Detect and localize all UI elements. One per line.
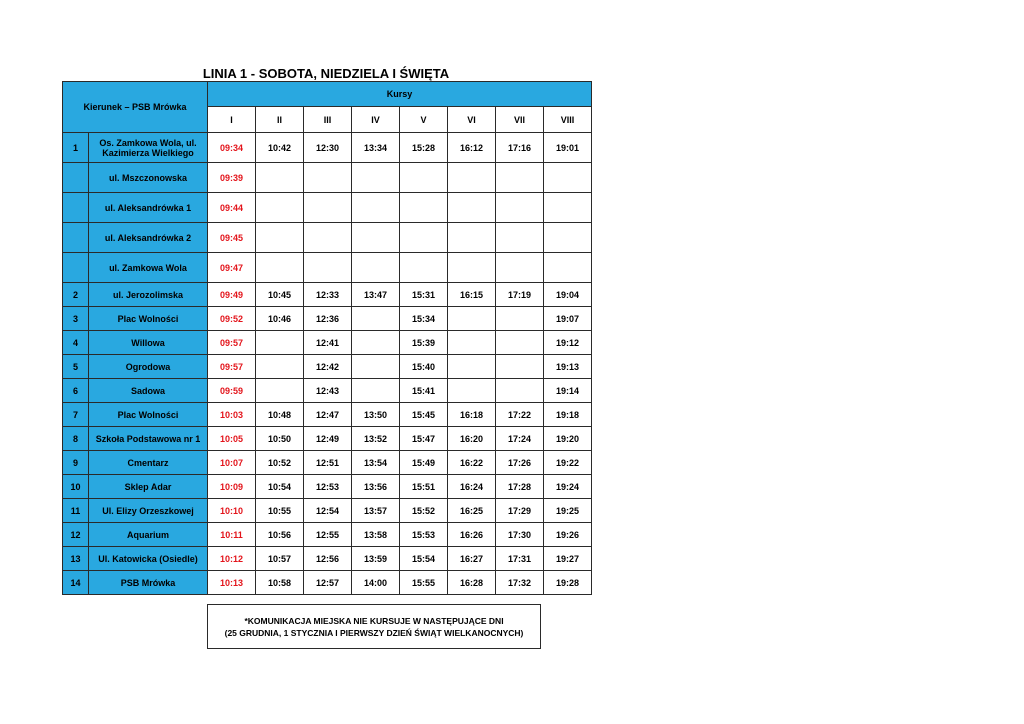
stop-name: Willowa (89, 331, 208, 355)
departure-time: 10:57 (256, 547, 304, 571)
departure-time: 12:57 (304, 571, 352, 595)
departure-time (256, 379, 304, 403)
departure-time (256, 355, 304, 379)
departure-time: 17:24 (496, 427, 544, 451)
stop-name: Aquarium (89, 523, 208, 547)
departure-time: 16:20 (448, 427, 496, 451)
departure-time (496, 253, 544, 283)
departure-time: 17:22 (496, 403, 544, 427)
departure-time (496, 331, 544, 355)
departure-time: 10:52 (256, 451, 304, 475)
departure-time-first: 09:44 (208, 193, 256, 223)
table-row (63, 307, 592, 331)
departure-time (352, 193, 400, 223)
departure-time: 15:51 (400, 475, 448, 499)
departure-time (304, 163, 352, 193)
stop-number: 14 (63, 571, 89, 595)
stop-number: 12 (63, 523, 89, 547)
stop-name: Sklep Adar (89, 475, 208, 499)
departure-time (448, 379, 496, 403)
departure-time: 13:58 (352, 523, 400, 547)
departure-time-first: 10:10 (208, 499, 256, 523)
departure-time: 10:48 (256, 403, 304, 427)
departure-time: 19:01 (544, 133, 592, 163)
departure-time: 15:41 (400, 379, 448, 403)
departure-time (496, 355, 544, 379)
table-row (63, 523, 592, 547)
departure-time: 12:47 (304, 403, 352, 427)
departure-time (496, 193, 544, 223)
stop-number (63, 193, 89, 223)
course-header-3: III (304, 107, 352, 133)
departure-time (352, 307, 400, 331)
stop-name: Os. Zamkowa Wola, ul. Kazimierza Wielkiego (89, 133, 208, 163)
departure-time: 12:36 (304, 307, 352, 331)
service-note-line-2: (25 GRUDNIA, 1 STYCZNIA I PIERWSZY DZIEŃ ŚWIĄT WIELKANOCNYCH) (224, 628, 524, 638)
departure-time (448, 253, 496, 283)
table-row (63, 283, 592, 307)
course-header-7: VII (496, 107, 544, 133)
departure-time: 17:28 (496, 475, 544, 499)
departure-time-first: 10:12 (208, 547, 256, 571)
departure-time: 12:56 (304, 547, 352, 571)
stop-number: 7 (63, 403, 89, 427)
departure-time (544, 193, 592, 223)
table-row (63, 571, 592, 595)
table-row (63, 253, 592, 283)
departure-time (496, 307, 544, 331)
departure-time (352, 223, 400, 253)
course-header-1: I (208, 107, 256, 133)
stop-number: 11 (63, 499, 89, 523)
course-header-2: II (256, 107, 304, 133)
departure-time-first: 10:07 (208, 451, 256, 475)
departure-time: 15:39 (400, 331, 448, 355)
departure-time: 16:27 (448, 547, 496, 571)
departure-time (256, 223, 304, 253)
departure-time: 16:24 (448, 475, 496, 499)
departure-time: 13:59 (352, 547, 400, 571)
departure-time: 19:12 (544, 331, 592, 355)
table-row (63, 427, 592, 451)
departure-time: 13:54 (352, 451, 400, 475)
departure-time (400, 193, 448, 223)
stop-number (63, 223, 89, 253)
table-row (63, 403, 592, 427)
departure-time (256, 331, 304, 355)
departure-time-first: 09:49 (208, 283, 256, 307)
table-row (63, 475, 592, 499)
stop-name: ul. Jerozolimska (89, 283, 208, 307)
departure-time: 12:53 (304, 475, 352, 499)
departure-time (256, 163, 304, 193)
departure-time (304, 223, 352, 253)
course-header-5: V (400, 107, 448, 133)
departure-time-first: 09:57 (208, 355, 256, 379)
stop-name: ul. Zamkowa Wola (89, 253, 208, 283)
departure-time: 16:22 (448, 451, 496, 475)
departure-time: 15:49 (400, 451, 448, 475)
departure-time: 12:33 (304, 283, 352, 307)
departure-time: 19:14 (544, 379, 592, 403)
stop-name: Sadowa (89, 379, 208, 403)
stop-name: Plac Wolności (89, 403, 208, 427)
departure-time: 13:52 (352, 427, 400, 451)
kursy-header: Kursy (208, 82, 592, 107)
stop-name: ul. Mszczonowska (89, 163, 208, 193)
departure-time (544, 163, 592, 193)
departure-time (496, 223, 544, 253)
stop-name: Szkoła Podstawowa nr 1 (89, 427, 208, 451)
stop-number: 2 (63, 283, 89, 307)
departure-time-first: 09:45 (208, 223, 256, 253)
departure-time: 15:52 (400, 499, 448, 523)
departure-time: 10:56 (256, 523, 304, 547)
table-row (63, 547, 592, 571)
stop-name: ul. Aleksandrówka 1 (89, 193, 208, 223)
departure-time (352, 163, 400, 193)
departure-time (352, 253, 400, 283)
table-row (63, 379, 592, 403)
header-row (63, 82, 592, 107)
departure-time: 19:25 (544, 499, 592, 523)
stop-number: 4 (63, 331, 89, 355)
departure-time: 19:22 (544, 451, 592, 475)
departure-time: 19:13 (544, 355, 592, 379)
departure-time: 17:19 (496, 283, 544, 307)
departure-time: 17:32 (496, 571, 544, 595)
departure-time: 15:28 (400, 133, 448, 163)
departure-time (448, 355, 496, 379)
departure-time (448, 163, 496, 193)
departure-time: 16:25 (448, 499, 496, 523)
departure-time: 16:18 (448, 403, 496, 427)
table-row (63, 133, 592, 163)
departure-time: 19:24 (544, 475, 592, 499)
service-note-line-1: *KOMUNIKACJA MIEJSKA NIE KURSUJE W NASTĘPUJĄCE DNI (244, 616, 504, 626)
departure-time-first: 10:09 (208, 475, 256, 499)
departure-time-first: 09:34 (208, 133, 256, 163)
departure-time: 16:26 (448, 523, 496, 547)
departure-time: 19:07 (544, 307, 592, 331)
table-row (63, 223, 592, 253)
departure-time: 19:18 (544, 403, 592, 427)
departure-time (352, 379, 400, 403)
stop-name: Plac Wolności (89, 307, 208, 331)
departure-time: 13:57 (352, 499, 400, 523)
table-row (63, 451, 592, 475)
departure-time (448, 307, 496, 331)
departure-time (544, 223, 592, 253)
table-row (63, 331, 592, 355)
departure-time: 12:55 (304, 523, 352, 547)
departure-time: 12:54 (304, 499, 352, 523)
departure-time: 12:42 (304, 355, 352, 379)
stop-name: Ul. Elizy Orzeszkowej (89, 499, 208, 523)
stop-name: Ogrodowa (89, 355, 208, 379)
departure-time (352, 331, 400, 355)
service-note (207, 604, 541, 649)
departure-time (496, 379, 544, 403)
departure-time: 13:56 (352, 475, 400, 499)
timetable-title: LINIA 1 - SOBOTA, NIEDZIELA I ŚWIĘTA (202, 66, 450, 81)
timetable-body (63, 82, 592, 595)
course-header-6: VI (448, 107, 496, 133)
departure-time: 19:04 (544, 283, 592, 307)
departure-time (448, 331, 496, 355)
departure-time-first: 10:05 (208, 427, 256, 451)
departure-time: 15:53 (400, 523, 448, 547)
departure-time: 10:46 (256, 307, 304, 331)
direction-header: Kierunek – PSB Mrówka (63, 82, 208, 133)
departure-time: 13:50 (352, 403, 400, 427)
departure-time: 10:50 (256, 427, 304, 451)
departure-time-first: 10:03 (208, 403, 256, 427)
departure-time: 15:45 (400, 403, 448, 427)
departure-time (448, 223, 496, 253)
departure-time (352, 355, 400, 379)
departure-time-first: 10:13 (208, 571, 256, 595)
stop-name: Ul. Katowicka (Osiedle) (89, 547, 208, 571)
departure-time (448, 193, 496, 223)
departure-time-first: 09:39 (208, 163, 256, 193)
course-header-4: IV (352, 107, 400, 133)
departure-time: 12:30 (304, 133, 352, 163)
departure-time: 15:34 (400, 307, 448, 331)
departure-time: 10:58 (256, 571, 304, 595)
departure-time: 10:54 (256, 475, 304, 499)
departure-time: 10:45 (256, 283, 304, 307)
stop-name: PSB Mrówka (89, 571, 208, 595)
departure-time: 17:30 (496, 523, 544, 547)
departure-time (256, 193, 304, 223)
stop-number (63, 253, 89, 283)
departure-time: 15:31 (400, 283, 448, 307)
departure-time: 12:49 (304, 427, 352, 451)
departure-time (400, 253, 448, 283)
table-row (63, 193, 592, 223)
departure-time: 17:16 (496, 133, 544, 163)
departure-time: 17:31 (496, 547, 544, 571)
departure-time (496, 163, 544, 193)
departure-time: 16:12 (448, 133, 496, 163)
stop-number: 10 (63, 475, 89, 499)
departure-time: 10:42 (256, 133, 304, 163)
stop-name: ul. Aleksandrówka 2 (89, 223, 208, 253)
departure-time (304, 253, 352, 283)
departure-time: 14:00 (352, 571, 400, 595)
stop-number (63, 163, 89, 193)
table-row (63, 163, 592, 193)
departure-time (400, 163, 448, 193)
departure-time-first: 10:11 (208, 523, 256, 547)
departure-time: 19:20 (544, 427, 592, 451)
departure-time (544, 253, 592, 283)
departure-time: 16:15 (448, 283, 496, 307)
course-header-8: VIII (544, 107, 592, 133)
stop-number: 5 (63, 355, 89, 379)
departure-time: 15:54 (400, 547, 448, 571)
departure-time: 15:40 (400, 355, 448, 379)
departure-time: 12:41 (304, 331, 352, 355)
stop-number: 1 (63, 133, 89, 163)
table-row (63, 499, 592, 523)
departure-time (304, 193, 352, 223)
departure-time: 17:26 (496, 451, 544, 475)
stop-number: 9 (63, 451, 89, 475)
departure-time: 19:26 (544, 523, 592, 547)
departure-time (256, 253, 304, 283)
departure-time: 19:27 (544, 547, 592, 571)
departure-time: 12:51 (304, 451, 352, 475)
departure-time: 16:28 (448, 571, 496, 595)
departure-time-first: 09:57 (208, 331, 256, 355)
stop-number: 8 (63, 427, 89, 451)
departure-time-first: 09:59 (208, 379, 256, 403)
departure-time: 12:43 (304, 379, 352, 403)
departure-time: 19:28 (544, 571, 592, 595)
departure-time: 10:55 (256, 499, 304, 523)
departure-time: 13:47 (352, 283, 400, 307)
departure-time (400, 223, 448, 253)
stop-number: 3 (63, 307, 89, 331)
stop-number: 6 (63, 379, 89, 403)
departure-time: 13:34 (352, 133, 400, 163)
table-row (63, 355, 592, 379)
departure-time: 15:55 (400, 571, 448, 595)
stop-number: 13 (63, 547, 89, 571)
departure-time-first: 09:52 (208, 307, 256, 331)
stop-name: Cmentarz (89, 451, 208, 475)
departure-time: 17:29 (496, 499, 544, 523)
timetable (62, 81, 592, 595)
departure-time: 15:47 (400, 427, 448, 451)
departure-time-first: 09:47 (208, 253, 256, 283)
